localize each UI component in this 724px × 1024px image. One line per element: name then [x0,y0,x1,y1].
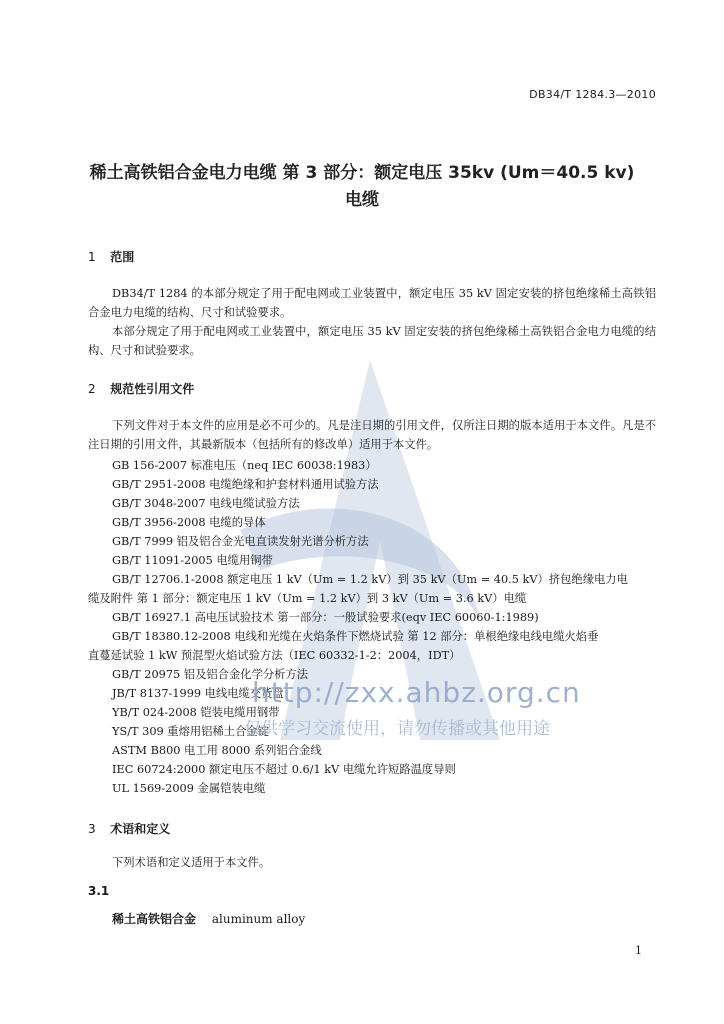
reference-item-line-2: 直蔓延试验 1 kW 预混型火焰试验方法（IEC 60332-1-2：2004，IDT） [88,649,461,662]
section-title: 规范性引用文件 [110,382,195,396]
reference-item: GB/T 2951-2008 电缆绝缘和护套材料通用试验方法 [112,478,379,491]
reference-item-line-1: GB/T 12706.1-2008 额定电压 1 kV（Um = 1.2 kV）到 35 kV（Um = 40.5 kV）挤包绝缘电力电 [112,573,628,586]
section-number: 3 [88,822,96,836]
reference-item: GB/T 7999 铝及铝合金光电直读发射光谱分析方法 [112,535,369,548]
section-2-intro: 下列文件对于本文件的应用是必不可少的。凡是注日期的引用文件，仅所注日期的版本适用于本文件。凡是不注日期的引用文件，其最新版本（包括所有的修改单）适用于本文件。 [88,419,656,451]
document-title [60,160,664,214]
reference-item: JB/T 8137-1999 电线电缆交货盘 [112,687,284,700]
section-title: 范围 [110,250,135,264]
reference-item: GB/T 3956-2008 电缆的导体 [112,516,266,529]
reference-item: YB/T 024-2008 铠装电缆用钢带 [112,706,280,719]
section-number: 2 [88,382,96,396]
title-line-2: 电缆 [345,190,379,210]
section-number: 1 [88,250,96,264]
section-title: 术语和定义 [110,822,171,836]
section-2-heading [88,380,194,397]
watermark-note: 仅供学习交流使用，请勿传播或其他用途 [244,719,550,739]
reference-item: IEC 60724:2000 额定电压不超过 0.6/1 kV 电缆允许短路温度导则 [112,763,456,776]
reference-item: GB/T 20975 铝及铝合金化学分析方法 [112,668,309,681]
title-line-1: 稀土高铁铝合金电力电缆 第 3 部分：额定电压 35kv (Um＝40.5 kv) [89,163,635,183]
document-id: DB34/T 1284.3—2010 [529,88,656,101]
reference-item: GB/T 11091-2005 电缆用铜带 [112,554,273,567]
reference-item: ASTM B800 电工用 8000 系列铝合金线 [112,744,322,757]
section-1-paragraph-2: 本部分规定了用于配电网或工业装置中，额定电压 35 kV 固定安装的挤包绝缘稀土高铁铝合金电力电缆的结构、尺寸和试验要求。 [88,325,656,357]
section-3-intro: 下列术语和定义适用于本文件。 [112,856,271,869]
subsection-number: 3.1 [88,884,110,898]
watermark-url: http://zxx.ahbz.org.cn [252,676,581,709]
page-number: 1 [635,944,642,957]
section-1-heading [88,248,134,265]
reference-item-line-1: GB/T 18380.12-2008 电线和光缆在火焰条件下燃烧试验 第 12 部分：单根绝缘电线电缆火焰垂 [112,630,599,643]
section-3-heading [88,820,170,837]
section-1-paragraph-1: DB34/T 1284 的本部分规定了用于配电网或工业装置中，额定电压 35 kV 固定安装的挤包绝缘稀土高铁铝合金电力电缆的结构、尺寸和试验要求。 [88,287,656,319]
reference-item: GB 156-2007 标准电压（neq IEC 60038:1983） [112,459,377,472]
reference-item: YS/T 309 重熔用铝稀土合金锭 [112,725,269,738]
term-chinese: 稀土高铁铝合金 [112,912,197,926]
reference-item-line-2: 缆及附件 第 1 部分：额定电压 1 kV（Um = 1.2 kV）到 3 kV（Um = 3.6 kV）电缆 [88,592,527,605]
term-entry [112,910,305,927]
reference-item: UL 1569-2009 金属铠装电缆 [112,782,266,795]
term-english: aluminum alloy [211,912,306,926]
reference-item: GB/T 16927.1 高电压试验技术 第一部分：一般试验要求(eqv IEC 60060-1:1989) [112,611,539,624]
reference-item: GB/T 3048-2007 电线电缆试验方法 [112,497,300,510]
